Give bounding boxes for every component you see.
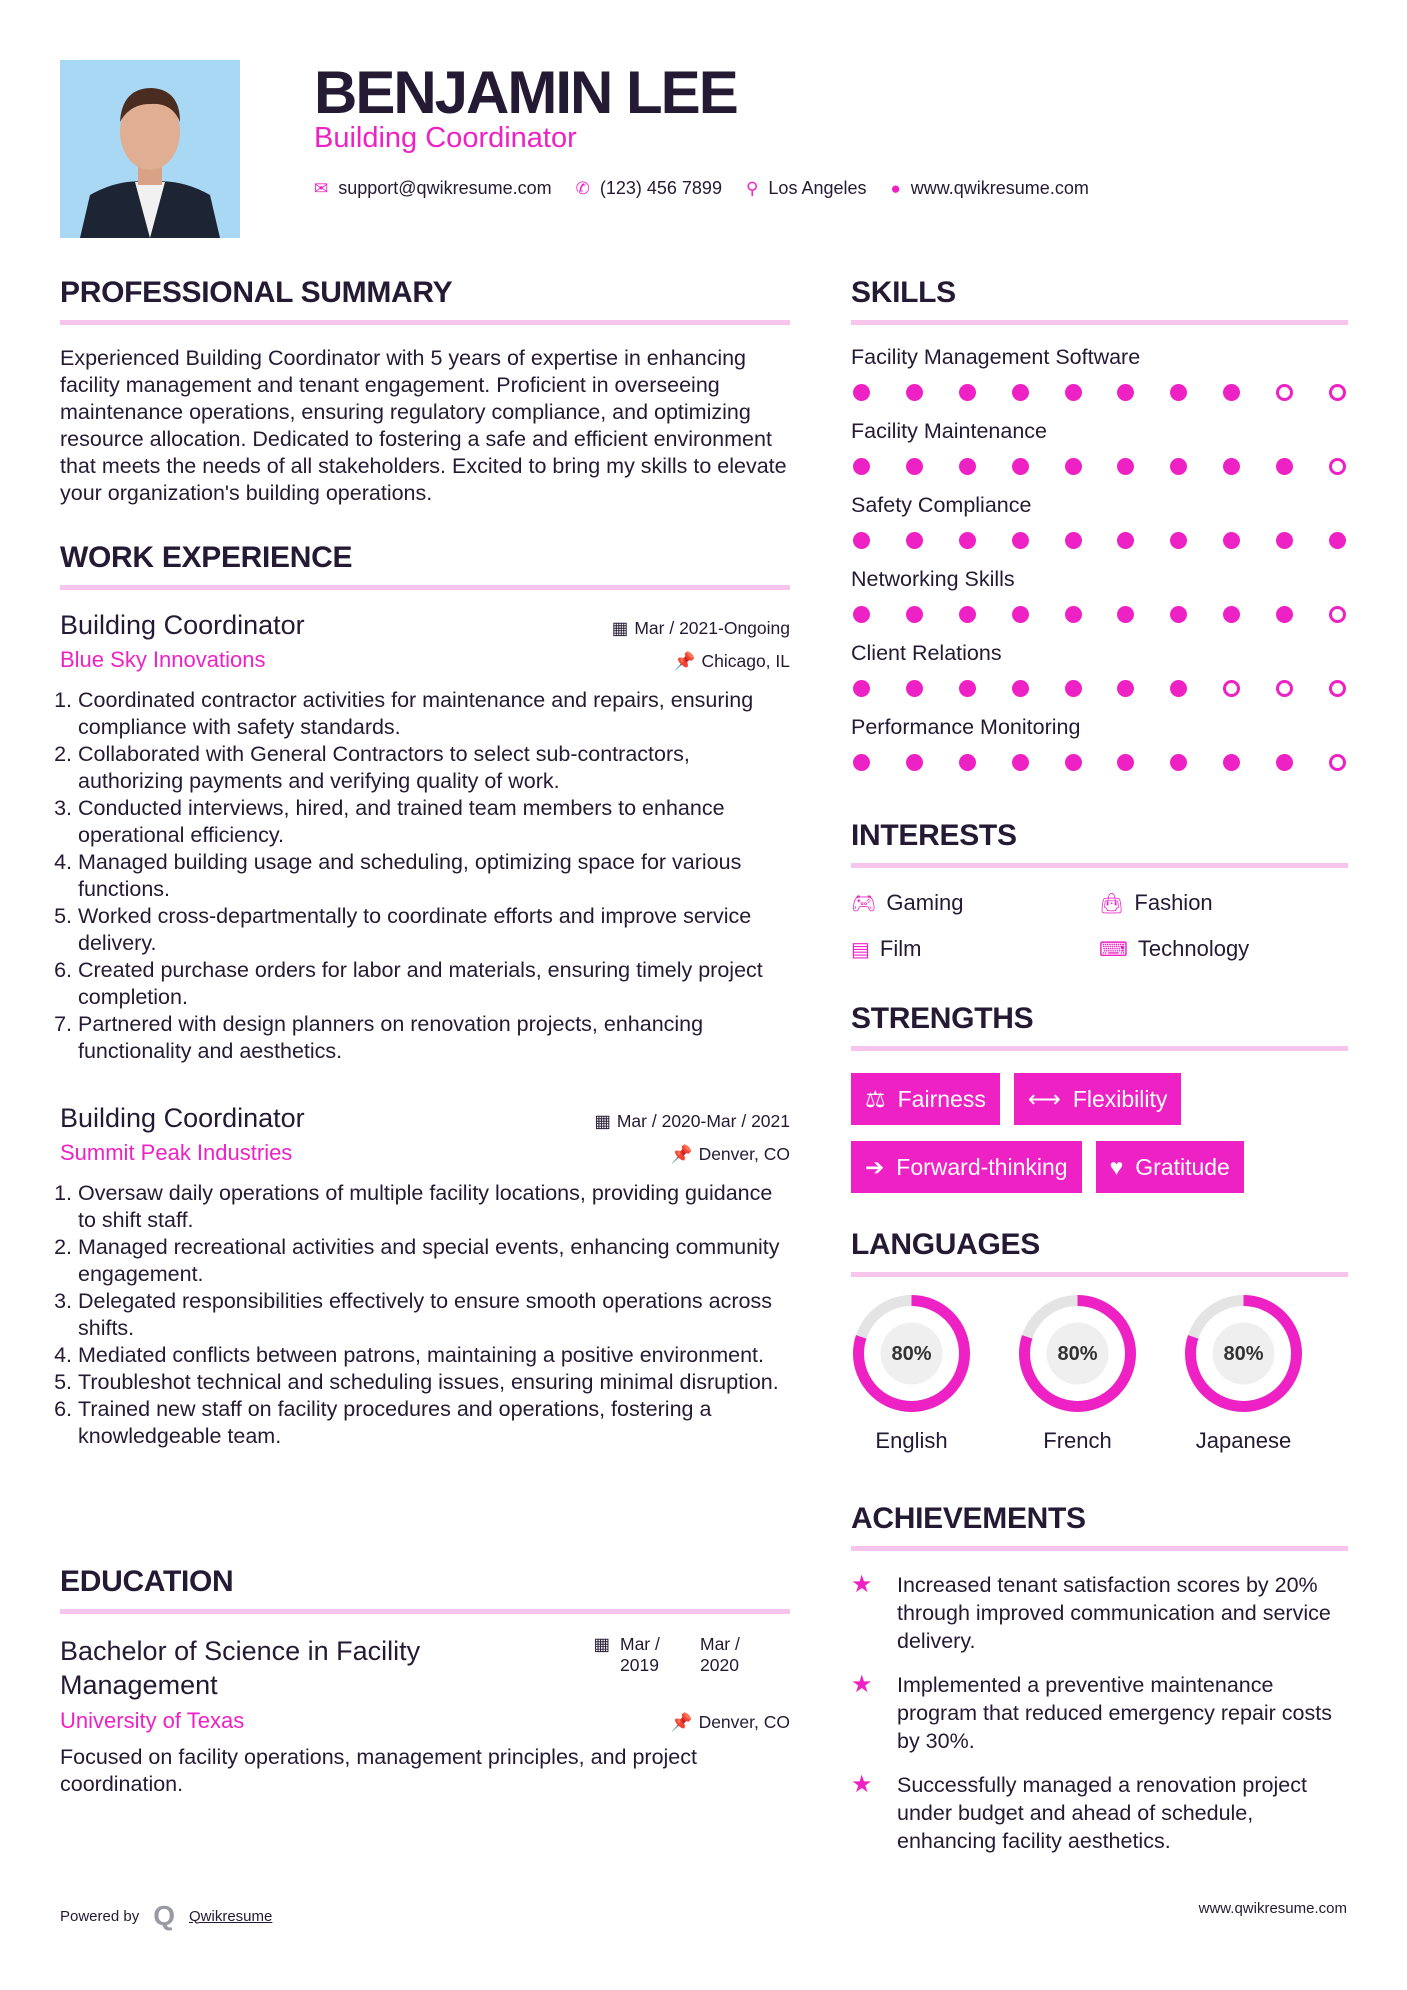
rating-dot-empty [1276,680,1293,697]
degree-title: Bachelor of Science in Facility Management [60,1636,421,1700]
divider [60,320,790,325]
rating-dot-filled [1223,532,1240,549]
rating-dot-filled [1170,458,1187,475]
job-bullet: 4. Mediated conflicts between patrons, maintaining a positive environment. [78,1342,790,1369]
job-entry [60,1103,790,1450]
experience-section [60,541,790,1450]
rating-dot-filled [1170,754,1187,771]
skill-item [851,419,1348,475]
rating-dot-filled [1117,384,1134,401]
film-icon: ▤ [851,939,870,961]
job-bullet: 1. Oversaw daily operations of multiple facility locations, providing guidance to shift staff. [78,1180,790,1234]
rating-dot-filled [1012,384,1029,401]
rating-dot-filled [959,606,976,623]
divider [851,863,1348,868]
language-item [851,1293,972,1454]
rating-dot-filled [1117,754,1134,771]
footer-website[interactable]: www.qwikresume.com [1198,1900,1347,1917]
interest-label: Film [879,936,922,961]
divider [851,1046,1348,1051]
interest-item [1099,890,1347,916]
achievement-item [851,1671,1348,1755]
education-end: Mar / 2020 [700,1634,740,1675]
skill-name: Facility Maintenance [851,419,1047,443]
education-location: Denver, CO [698,1712,790,1732]
laptop-icon: ⌨ [1099,939,1128,961]
skill-name: Client Relations [851,641,1002,665]
skill-name: Safety Compliance [851,493,1032,517]
map-pin-icon: ⚲ [745,178,759,198]
job-title: Building Coordinator [60,610,305,640]
website-link[interactable]: www.qwikresume.com [910,178,1089,198]
education-section [60,1565,790,1798]
job-bullet: 1. Coordinated contractor activities for maintenance and repairs, ensuring compliance with safety standards. [78,687,790,741]
section-heading: STRENGTHS [851,1002,1034,1035]
strength-tag [1096,1141,1244,1193]
skill-item [851,345,1348,401]
interest-label: Gaming [886,890,964,915]
email-link[interactable]: support@qwikresume.com [338,178,552,198]
rating-dot-filled [853,384,870,401]
rating-dot-filled [1276,606,1293,623]
skill-item [851,493,1348,549]
rating-dot-filled [1276,458,1293,475]
shooting-star-icon: ★ [851,1671,873,1698]
section-heading: ACHIEVEMENTS [851,1502,1086,1535]
skill-rating [851,754,1348,771]
skill-name: Performance Monitoring [851,715,1081,739]
job-title: Building Coordinator [314,122,577,154]
achievement-text: Increased tenant satisfaction scores by 20% through improved communication and service delivery. [897,1573,1331,1653]
rating-dot-filled [1117,680,1134,697]
rating-dot-filled [1276,754,1293,771]
rating-dot-filled [1329,532,1346,549]
languages-section [851,1228,1348,1454]
envelope-icon: ✉ [314,178,329,198]
rating-dot-filled [1223,606,1240,623]
rating-dot-filled [959,754,976,771]
candidate-name: BENJAMIN LEE [314,59,737,126]
rating-dot-filled [1223,754,1240,771]
rating-dot-filled [853,680,870,697]
job-location: Chicago, IL [701,651,790,671]
divider [851,320,1348,325]
calendar-icon: ▦ [611,618,629,638]
rating-dot-filled [1117,532,1134,549]
divider [60,1609,790,1614]
achievement-text: Implemented a preventive maintenance program that reduced emergency repair costs by 30%. [897,1673,1332,1753]
job-bullet: 5. Worked cross-departmentally to coordinate efforts and improve service delivery. [78,903,790,957]
footer-powered [60,1900,272,1932]
rating-dot-filled [1012,532,1029,549]
language-name: English [875,1428,948,1453]
rating-dot-empty [1276,384,1293,401]
achievement-item [851,1771,1348,1855]
rating-dot-filled [1276,532,1293,549]
company-name: Summit Peak Industries [60,1140,293,1165]
strength-tag [851,1141,1082,1193]
language-item [1183,1293,1304,1454]
achievement-item [851,1571,1348,1655]
balance-scale-icon: ⚖ [865,1085,886,1112]
job-bullet: 2. Collaborated with General Contractors to select sub-contractors, authorizing payments and verifying quality of work. [78,741,790,795]
language-progress-ring [851,1293,972,1414]
strength-label: Gratitude [1135,1153,1230,1180]
rating-dot-filled [1170,532,1187,549]
strength-label: Fairness [897,1085,986,1112]
strength-label: Flexibility [1072,1085,1168,1112]
rating-dot-filled [906,532,923,549]
rating-dot-empty [1329,606,1346,623]
rating-dot-filled [1065,754,1082,771]
summary-text: Experienced Building Coordinator with 5 years of expertise in enhancing facility management and tenant engagement. Proficient in overseeing maintenance operations, ensuring regulatory compliance, and optimizing resource allocation. Dedicated to fostering a safe and efficient environment that meets the needs of all stakeholders. Excited to bring my skills to elevate your organization's building operations. [60,346,787,505]
rating-dot-filled [906,458,923,475]
rating-dot-filled [1223,458,1240,475]
education-start: Mar / 2019 [620,1634,660,1675]
divider [851,1546,1348,1551]
skill-name: Networking Skills [851,567,1015,591]
rating-dot-filled [1170,606,1187,623]
language-progress-ring [1183,1293,1304,1414]
calendar-icon: ▦ [593,1634,610,1654]
job-dates: Mar / 2021-Ongoing [634,618,790,638]
job-bullet: 4. Managed building usage and scheduling, optimizing space for various functions. [78,849,790,903]
qwikresume-logo-icon: Q [153,1900,175,1931]
rating-dot-filled [1065,532,1082,549]
achievements-section [851,1502,1348,1855]
language-percent: 80% [1223,1343,1264,1365]
rating-dot-filled [1012,606,1029,623]
job-location: Denver, CO [698,1144,790,1164]
skill-item [851,641,1348,697]
job-bullet: 6. Created purchase orders for labor and materials, ensuring timely project completion. [78,957,790,1011]
rating-dot-filled [853,606,870,623]
skill-name: Facility Management Software [851,345,1141,369]
language-name: Japanese [1195,1428,1292,1453]
skill-item [851,567,1348,623]
interest-item [851,890,1099,916]
rating-dot-filled [853,532,870,549]
rating-dot-filled [1117,606,1134,623]
calendar-icon: ▦ [594,1111,611,1131]
rating-dot-filled [1012,458,1029,475]
interests-section [851,819,1348,962]
brand-link[interactable]: Qwikresume [189,1907,273,1925]
rating-dot-filled [1012,754,1029,771]
job-bullet: 3. Delegated responsibilities effectively to ensure smooth operations across shifts. [78,1288,790,1342]
pin-icon: 📌 [670,1712,693,1732]
divider [851,1272,1348,1277]
rating-dot-filled [906,754,923,771]
rating-dot-filled [1065,680,1082,697]
section-heading: EDUCATION [60,1565,234,1598]
section-heading: PROFESSIONAL SUMMARY [60,276,453,309]
rating-dot-filled [959,384,976,401]
rating-dot-filled [959,458,976,475]
education-description: Focused on facility operations, management principles, and project coordination. [60,1745,697,1796]
language-percent: 80% [1057,1343,1098,1365]
language-progress-ring [1017,1293,1138,1414]
rating-dot-filled [1065,458,1082,475]
job-dates: Mar / 2020-Mar / 2021 [616,1111,790,1131]
job-bullet: 6. Trained new staff on facility procedures and operations, fostering a knowledgeable team. [78,1396,790,1450]
interest-item [851,936,1099,962]
rating-dot-empty [1329,384,1346,401]
language-name: French [1043,1428,1112,1453]
strengths-section [851,1002,1348,1193]
contact-bar [314,178,1089,199]
school-name: University of Texas [60,1708,245,1733]
rating-dot-filled [959,680,976,697]
rating-dot-filled [1012,680,1029,697]
rating-dot-empty [1223,680,1240,697]
rating-dot-filled [1065,384,1082,401]
powered-by-text: Powered by [60,1907,140,1925]
skill-rating [851,532,1348,549]
rating-dot-filled [1170,680,1187,697]
rating-dot-filled [1223,384,1240,401]
interest-label: Technology [1137,936,1250,961]
strength-label: Forward-thinking [896,1153,1068,1180]
globe-icon: ● [890,178,901,198]
section-heading: SKILLS [851,276,956,309]
job-bullet: 3. Conducted interviews, hired, and trained team members to enhance operational efficiency. [78,795,790,849]
shooting-star-icon: ★ [851,1771,873,1798]
job-bullet: 2. Managed recreational activities and special events, enhancing community engagement. [78,1234,790,1288]
language-percent: 80% [891,1343,932,1365]
interest-item [1099,936,1347,962]
section-heading: INTERESTS [851,819,1017,852]
skill-rating [851,384,1348,401]
skill-rating [851,458,1348,475]
skill-item [851,715,1348,771]
rating-dot-filled [1170,384,1187,401]
language-item [1017,1293,1138,1454]
pin-icon: 📌 [670,1144,693,1164]
job-entry [60,610,790,1065]
interest-label: Fashion [1134,890,1213,915]
job-bullet: 5. Troubleshot technical and scheduling issues, ensuring minimal disruption. [78,1369,790,1396]
divider [60,585,790,590]
rating-dot-empty [1329,458,1346,475]
skill-rating [851,606,1348,623]
rating-dot-filled [959,532,976,549]
rating-dot-empty [1329,754,1346,771]
skills-section [851,276,1348,771]
rating-dot-filled [853,754,870,771]
skill-rating [851,680,1348,697]
job-bullet: 7. Partnered with design planners on renovation projects, enhancing functionality and aesthetics. [78,1011,790,1065]
arrow-right-icon: ➔ [865,1153,885,1180]
summary-section [60,276,790,507]
rating-dot-filled [906,384,923,401]
arrows-horizontal-icon: ⟷ [1027,1085,1061,1112]
rating-dot-filled [1117,458,1134,475]
profile-photo [60,60,240,238]
rating-dot-filled [853,458,870,475]
rating-dot-filled [906,680,923,697]
pin-icon: 📌 [673,651,696,671]
heart-icon: ♥ [1109,1153,1124,1180]
phone-icon: ✆ [575,178,590,198]
shopping-bag-icon: 👜︎ [1099,893,1125,915]
gamepad-icon: 🎮︎ [851,893,877,915]
rating-dot-empty [1329,680,1346,697]
achievement-text: Successfully managed a renovation project under budget and ahead of schedule, enhancing facility aesthetics. [897,1773,1307,1853]
strength-tag [851,1073,1000,1125]
section-heading: WORK EXPERIENCE [60,541,353,574]
rating-dot-filled [1065,606,1082,623]
location-text: Los Angeles [768,178,867,198]
company-name: Blue Sky Innovations [60,647,266,672]
strength-tag [1014,1073,1182,1125]
section-heading: LANGUAGES [851,1228,1040,1261]
phone-text: (123) 456 7899 [599,178,722,198]
shooting-star-icon: ★ [851,1571,873,1598]
job-title: Building Coordinator [60,1103,305,1133]
rating-dot-filled [906,606,923,623]
